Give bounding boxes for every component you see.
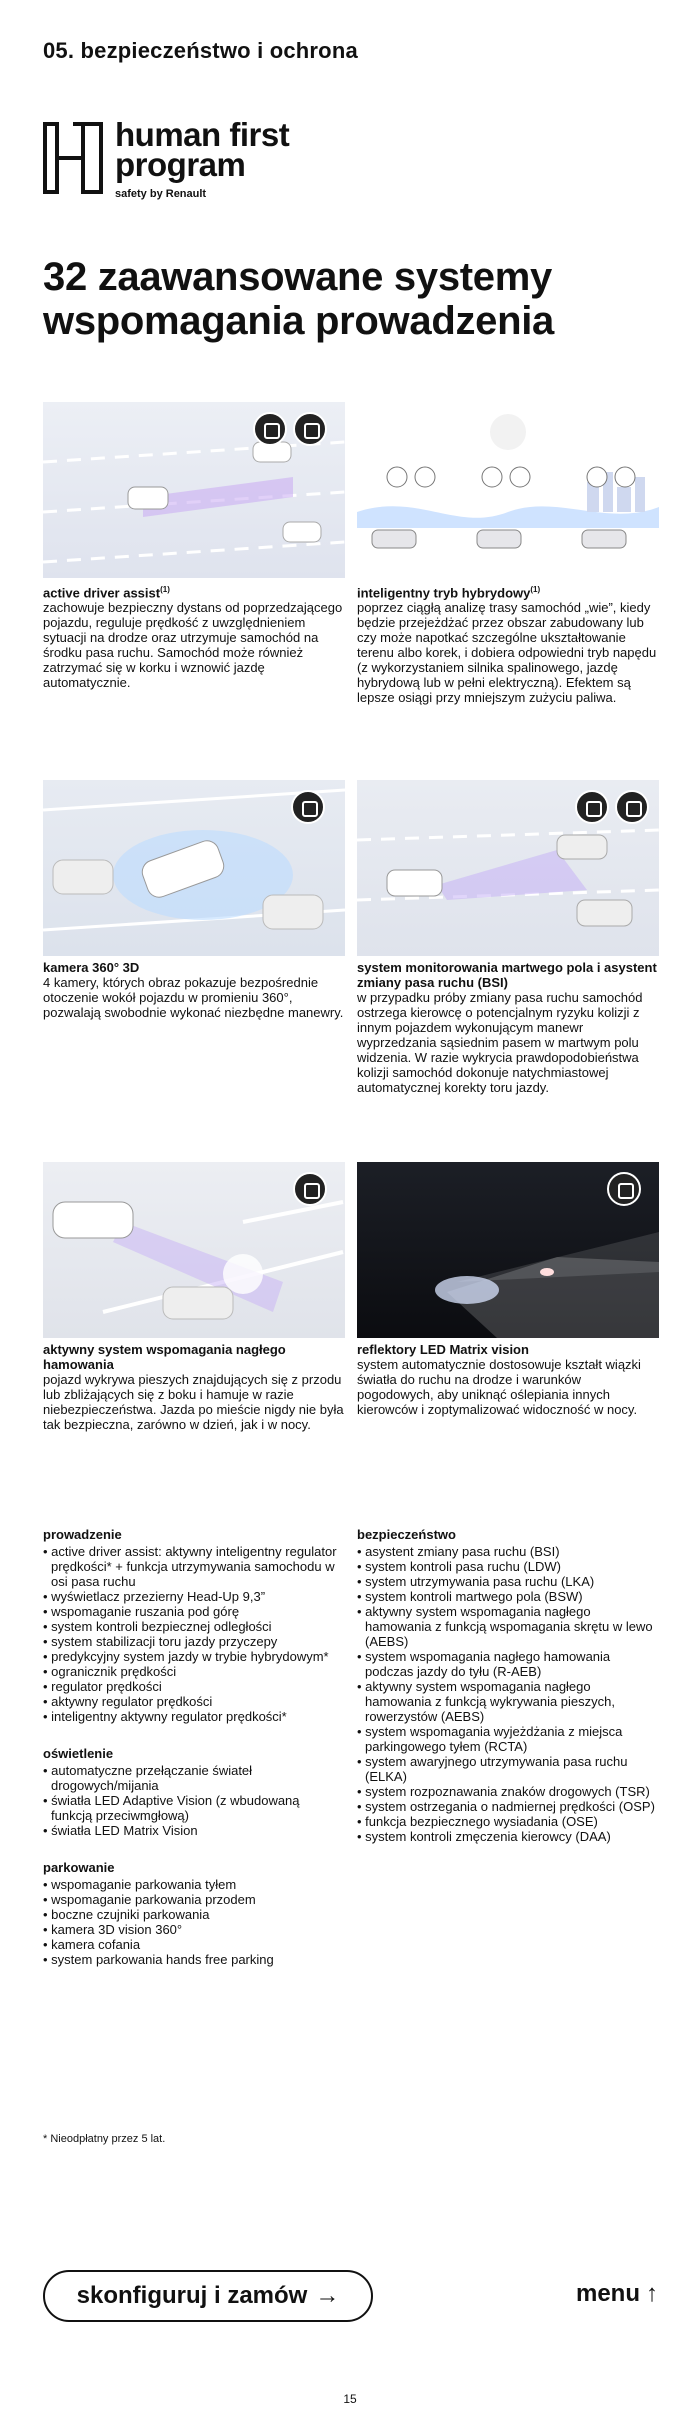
feature-image <box>357 780 659 956</box>
feature-title: kamera 360° 3D <box>43 960 140 975</box>
list-item: • system kontroli bezpiecznej odległości <box>43 1619 343 1634</box>
list-item: • system kontroli zmęczenia kierowcy (DAA) <box>357 1829 659 1844</box>
equipment-list-right <box>357 1527 659 1844</box>
list-item: • wspomaganie parkowania tyłem <box>43 1877 343 1892</box>
menu-label: menu <box>575 2280 640 2307</box>
human-first-logo <box>43 118 343 208</box>
feature-image <box>357 402 659 578</box>
feature-image <box>43 780 345 956</box>
list-item: • ogranicznik prędkości <box>43 1664 343 1679</box>
feature-card-hybrid-mode <box>357 402 659 705</box>
led-matrix-icon <box>607 1172 641 1206</box>
list-parkowanie <box>43 1877 343 1967</box>
logo-line-1: human first <box>115 116 290 153</box>
feature-title-text: active driver assist <box>43 585 161 601</box>
feature-title: aktywny system wspomagania nagłego hamowania <box>43 1342 286 1372</box>
list-heading: oświetlenie <box>43 1746 114 1761</box>
footnote: * Nieodpłatny przez 5 lat. <box>43 2133 166 2145</box>
feature-card-led-matrix <box>357 1162 659 1417</box>
lane-change-icon <box>575 790 609 824</box>
feature-card-active-driver-assist <box>43 402 345 690</box>
list-item: • wspomaganie parkowania przodem <box>43 1892 343 1907</box>
list-item: • kamera cofania <box>43 1937 343 1952</box>
arrow-up-icon: ↑ <box>646 2280 658 2307</box>
list-item: • system wspomagania nagłego hamowania podczas jazdy do tyłu (R-AEB) <box>357 1649 659 1679</box>
list-item: • światła LED Matrix Vision <box>43 1823 343 1838</box>
list-item: • active driver assist: aktywny inteligentny regulator prędkości* + funkcja utrzymywania samochodu w osi pasa ruchu <box>43 1544 343 1589</box>
section-title: 05. bezpieczeństwo i ochrona <box>43 38 358 63</box>
feature-description: pojazd wykrywa pieszych znajdujących się z przodu lub zbliżających się z boku i hamuje w razie niebezpieczeństwa. Jazda po mieście nigdy nie była tak bezpieczna, zarówno w dzień, jak i w nocy. <box>43 1372 344 1432</box>
feature-image <box>43 402 345 578</box>
list-item: • system rozpoznawania znaków drogowych (TSR) <box>357 1784 659 1799</box>
list-item: • system kontroli pasa ruchu (LDW) <box>357 1559 659 1574</box>
list-item: • system stabilizacji toru jazdy przyczepy <box>43 1634 343 1649</box>
list-item: • aktywny system wspomagania nagłego hamowania z funkcją wykrywania pieszych, rowerzystów (AEBS) <box>357 1679 659 1724</box>
blind-spot-illustration <box>357 780 659 956</box>
logo-line-2: program <box>115 146 246 183</box>
logo-wordmark <box>115 116 290 183</box>
logo-subtitle: safety by Renault <box>115 188 207 200</box>
feature-title: reflektory LED Matrix vision <box>357 1342 529 1357</box>
feature-description: zachowuje bezpieczny dystans od poprzedzającego pojazdu, reguluje prędkość z uwzględnieniem sytuacji na drodze oraz utrzymuje samochód na środku pasa ruchu. Samochód może również zatrzymać się w korku i wznowić jazdę automatycznie. <box>43 600 343 691</box>
list-heading: bezpieczeństwo <box>357 1527 456 1542</box>
list-item: • boczne czujniki parkowania <box>43 1907 343 1922</box>
cta-label: skonfiguruj i zamów <box>76 2282 308 2309</box>
feature-footnote-ref: (1) <box>160 585 170 594</box>
feature-title <box>43 582 345 600</box>
list-bezpieczenstwo <box>357 1544 659 1844</box>
list-item: • światła LED Adaptive Vision (z wbudowaną funkcją przeciwmgłową) <box>43 1793 343 1823</box>
blind-spot-icon <box>615 790 649 824</box>
equipment-list-left <box>43 1527 343 1967</box>
feature-description: system automatycznie dostosowuje kształt wiązki światła do ruchu na drodze i warunków pogodowych, aby uniknąć oślepiania innych kierowców i zoptymalizować widoczność w nocy. <box>357 1357 641 1417</box>
arrow-right-icon: → <box>315 2282 340 2309</box>
list-item: • system kontroli martwego pola (BSW) <box>357 1589 659 1604</box>
list-item: • system awaryjnego utrzymywania pasa ruchu (ELKA) <box>357 1754 659 1784</box>
list-item: • aktywny regulator prędkości <box>43 1694 343 1709</box>
feature-title-text: inteligentny tryb hybrydowy <box>357 585 531 601</box>
list-item: • automatyczne przełączanie świateł drogowych/mijania <box>43 1763 343 1793</box>
hybrid-route-illustration <box>357 402 659 578</box>
list-item: • wyświetlacz przezierny Head-Up 9,3” <box>43 1589 343 1604</box>
feature-image <box>43 1162 345 1338</box>
feature-card-blind-spot <box>357 780 659 1095</box>
speed-assist-icon <box>293 412 327 446</box>
list-item: • predykcyjny system jazdy w trybie hybrydowym* <box>43 1649 343 1664</box>
feature-footnote-ref: (1) <box>530 585 541 594</box>
list-item: • aktywny system wspomagania nagłego hamowania z funkcją wspomagania skrętu w lewo (AEBS) <box>357 1604 659 1649</box>
pedestrian-brake-icon <box>293 1172 327 1206</box>
feature-description: poprzez ciągłą analizę trasy samochód „wie”, kiedy będzie przejeżdżać przez obszar zabudowany lub czy może napotkać szczególne ukształtowanie terenu albo korek, i dobiera odpowiedni tryb napędu (z wykorzystaniem silnika spalinowego, jazdę hybrydową lub w pełni elektryczną). Efektem są lepsze osiągi przy mniejszym zużyciu paliwa. <box>357 600 657 706</box>
list-oswietlenie <box>43 1763 343 1838</box>
list-item: • system parkowania hands free parking <box>43 1952 343 1967</box>
list-item: • inteligentny aktywny regulator prędkości* <box>43 1709 343 1724</box>
list-item: • kamera 3D vision 360° <box>43 1922 343 1937</box>
list-prowadzenie <box>43 1544 343 1724</box>
configure-and-order-button[interactable] <box>43 2270 373 2322</box>
feature-title: system monitorowania martwego pola i asystent zmiany pasa ruchu (BSI) <box>357 960 657 990</box>
camera-360-icon <box>291 790 325 824</box>
menu-link[interactable] <box>576 2280 658 2308</box>
list-heading: prowadzenie <box>43 1527 122 1542</box>
list-item: • funkcja bezpiecznego wysiadania (OSE) <box>357 1814 659 1829</box>
feature-description: 4 kamery, których obraz pokazuje bezpośrednie otoczenie wokół pojazdu w promieniu 360°, pozwalają swobodnie wykonać niezbędne manewry. <box>43 975 344 1020</box>
feature-image <box>357 1162 659 1338</box>
feature-card-camera-360 <box>43 780 345 1020</box>
feature-description: w przypadku próby zmiany pasa ruchu samochód ostrzega kierowcę o potencjalnym ryzyku kolizji z innym pojazdem wykonującym manewr wyprzedzania sąsiednim pasem w martwym polu widzenia. W razie wykrycia prawdopodobieństwa kolizji samochód dokonuje natychmiastowej automatycznej korekty toru jazdy. <box>357 990 643 1095</box>
list-item: • asystent zmiany pasa ruchu (BSI) <box>357 1544 659 1559</box>
list-item: • wspomaganie ruszania pod górę <box>43 1604 343 1619</box>
driver-assist-icon <box>253 412 287 446</box>
feature-title <box>357 582 659 600</box>
list-item: • system utrzymywania pasa ruchu (LKA) <box>357 1574 659 1589</box>
logo-h-mark-icon <box>43 122 103 194</box>
feature-card-emergency-braking <box>43 1162 345 1432</box>
list-item: • regulator prędkości <box>43 1679 343 1694</box>
list-item: • system ostrzegania o nadmiernej prędkości (OSP) <box>357 1799 659 1814</box>
list-heading: parkowanie <box>43 1860 115 1875</box>
page-number: 15 <box>343 2392 357 2406</box>
list-item: • system wspomagania wyjeżdżania z miejsca parkingowego tyłem (RCTA) <box>357 1724 659 1754</box>
page-headline: 32 zaawansowane systemy wspomagania prowadzenia <box>43 255 554 343</box>
